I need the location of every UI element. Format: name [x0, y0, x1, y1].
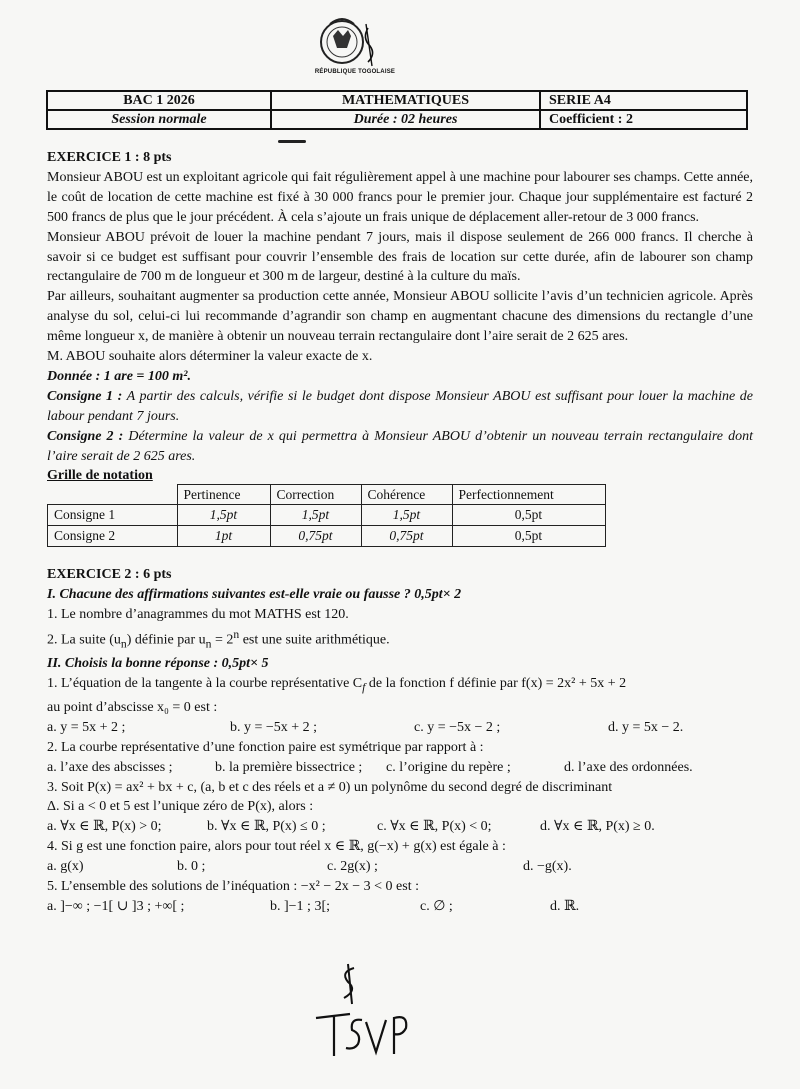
option-d: d. ℝ.	[550, 898, 580, 914]
option-c: c. 2g(x) ;	[327, 859, 378, 875]
exercise2-title: EXERCICE 2 : 6 pts	[47, 567, 172, 583]
affirmation-2	[47, 625, 753, 654]
option-b: b. y = −5x + 2 ;	[230, 719, 318, 735]
question-3-line-2: Δ. Si a < 0 et 5 est l’unique zéro de P(x), alors :	[47, 799, 314, 815]
subscript-n: n	[205, 637, 212, 651]
option-d: d. l’axe des ordonnées.	[564, 759, 693, 775]
question-3: 3. Soit P(x) = ax² + bx + c, (a, b et c des réels et a ≠ 0) un polynôme du second degré de discriminant	[47, 779, 613, 795]
table-row	[48, 505, 606, 526]
grid-cell: 1,5pt	[270, 505, 361, 526]
question-1-options	[47, 718, 753, 738]
option-b: b. la première bissectrice ;	[215, 759, 363, 775]
subscript-n: n	[120, 637, 127, 651]
grid-cell: 0,5pt	[452, 526, 605, 547]
affirmation-2-part: est une suite arithmétique.	[239, 632, 390, 648]
option-a: a. ]−∞ ; −1[ ∪ ]3 ; +∞[ ;	[47, 898, 185, 914]
option-c: c. l’origine du repère ;	[386, 759, 511, 775]
grid-header-cell: Pertinence	[177, 484, 270, 505]
exam-header-table	[46, 90, 748, 130]
option-a: a. l’axe des abscisses ;	[47, 759, 173, 775]
exercise1-donnee: Donnée : 1 are = 100 m².	[47, 368, 191, 384]
affirmation-1: 1. Le nombre d’anagrammes du mot MATHS est 120.	[47, 607, 349, 623]
grid-header-cell: Cohérence	[361, 484, 452, 505]
session-label: Session normale	[47, 110, 271, 129]
question-3-options	[47, 817, 753, 837]
handwritten-initial-mark	[334, 962, 364, 1006]
question-1-part: de la fonction f définie par f(x) = 2x² + 5x + 2	[365, 676, 627, 692]
consigne-2-label: Consigne 2 :	[47, 428, 124, 444]
emblem-caption: RÉPUBLIQUE TOGOLAISE	[314, 69, 396, 75]
exercise1-title: EXERCICE 1 : 8 pts	[47, 150, 172, 165]
question-4: 4. Si g est une fonction paire, alors pour tout réel x ∈ ℝ, g(−x) + g(x) est égale à :	[47, 839, 506, 855]
exercise1-paragraph-3: Par ailleurs, souhaitant augmenter sa production cette année, Monsieur ABOU sollicite l’avis d’un technicien agricole. Après analyse du sol, celui-ci lui recommande d’agrandir son champ en augmentant chacune des dimensions du rectangle d’une même longueur x, de manière à obtenir un nouveau terrain rectangulaire dont l’aire serait de 2 625 ares.	[47, 289, 753, 345]
grid-cell: 0,75pt	[361, 526, 452, 547]
question-2-options	[47, 758, 753, 778]
option-d: d. −g(x).	[523, 859, 572, 875]
grid-cell: 1,5pt	[361, 505, 452, 526]
exam-content	[47, 148, 753, 917]
grid-header-cell: Perfectionnement	[452, 484, 605, 505]
exercise2-part-2-heading: II. Choisis la bonne réponse : 0,5pt× 5	[47, 656, 269, 672]
coat-of-arms-emblem	[316, 8, 388, 78]
subscript-f: f	[362, 681, 366, 694]
exercise1-paragraph-2: Monsieur ABOU prévoit de louer la machine pendant 7 jours, mais il dispose seulement de 266 000 francs. Il cherche à savoir si ce budget est suffisant pour couvrir l’ensemble des frais de location sur cette durée, afin de labourer son champ rectangulaire de 700 m de longueur et 300 m de largeur, destiné à la culture du maïs.	[47, 229, 753, 285]
grid-cell: 1,5pt	[177, 505, 270, 526]
affirmation-2-part: 2. La suite (u	[47, 632, 121, 648]
grid-corner-cell	[48, 484, 178, 505]
option-a: a. y = 5x + 2 ;	[47, 719, 126, 735]
consigne-2	[47, 427, 753, 467]
option-c: c. y = −5x − 2 ;	[414, 719, 501, 735]
question-1	[47, 674, 753, 698]
question-1-part: 1. L’équation de la tangente à la courbe représentative C	[47, 676, 363, 692]
consigne-1-label: Consigne 1 :	[47, 388, 123, 404]
table-row	[48, 526, 606, 547]
consigne-1	[47, 387, 753, 427]
grid-cell: 1pt	[177, 526, 270, 547]
question-2: 2. La courbe représentative d’une fonction paire est symétrique par rapport à :	[47, 739, 484, 755]
question-4-options	[47, 857, 753, 877]
option-a: a. g(x)	[47, 859, 84, 875]
exercise1-paragraph-1: Monsieur ABOU est un exploitant agricole qui fait régulièrement appel à une machine pour labourer ses champs. Cette année, le coût de location de cette machine est fixé à 30 000 francs pour le premier jour. Chaque jour supplémentaire est facturé 2 500 francs de plus que le jour précédent. À cela s’ajoute un frais unique de déplacement aller-retour de 3 000 francs.	[47, 169, 753, 225]
option-c: c. ∀x ∈ ℝ, P(x) < 0;	[377, 819, 492, 835]
grid-header-cell: Correction	[270, 484, 361, 505]
grid-row-label: Consigne 2	[48, 526, 178, 547]
option-b: b. ∀x ∈ ℝ, P(x) ≤ 0 ;	[207, 819, 326, 835]
superscript-n: n	[233, 627, 240, 641]
header-divider	[278, 140, 306, 143]
option-c: c. ∅ ;	[420, 898, 453, 914]
consigne-2-text: Détermine la valeur de x qui permettra à Monsieur ABOU d’obtenir un nouveau terrain rectangulaire dont l’aire serait de 2 625 ares.	[47, 428, 753, 464]
option-a: a. ∀x ∈ ℝ, P(x) > 0;	[47, 819, 162, 835]
question-5: 5. L’ensemble des solutions de l’inéquation : −x² − 2x − 3 < 0 est :	[47, 879, 419, 895]
series-label: SERIE A4	[540, 91, 747, 110]
option-d: d. y = 5x − 2.	[608, 719, 684, 735]
option-d: d. ∀x ∈ ℝ, P(x) ≥ 0.	[540, 819, 655, 835]
consigne-1-text: A partir des calculs, vérifie si le budget dont dispose Monsieur ABOU est suffisant pour louer la machine de labour pendant 7 jours.	[47, 388, 753, 424]
duration-label: Durée : 02 heures	[271, 110, 540, 129]
exercise2-part-1-heading: I. Chacune des affirmations suivantes est-elle vraie ou fausse ? 0,5pt× 2	[47, 587, 462, 603]
grid-cell: 0,75pt	[270, 526, 361, 547]
exercise1-paragraph-4: M. ABOU souhaite alors déterminer la valeur exacte de x.	[47, 349, 373, 365]
handwritten-tsvp-mark	[312, 1008, 412, 1062]
subject-label: MATHEMATIQUES	[271, 91, 540, 110]
question-5-options	[47, 897, 753, 917]
grading-grid-table	[47, 484, 606, 548]
coefficient-label: Coefficient : 2	[540, 110, 747, 129]
option-b: b. ]−1 ; 3[;	[270, 898, 330, 914]
question-1-line-2: au point d’abscisse x₀ = 0 est :	[47, 699, 218, 715]
grading-grid-title: Grille de notation	[47, 467, 153, 483]
option-b: b. 0 ;	[177, 859, 206, 875]
affirmation-2-part: = 2	[211, 632, 234, 648]
affirmation-2-part: ) définie par u	[126, 632, 206, 648]
grid-cell: 0,5pt	[452, 505, 605, 526]
exam-label: BAC 1 2026	[47, 91, 271, 110]
grid-row-label: Consigne 1	[48, 505, 178, 526]
